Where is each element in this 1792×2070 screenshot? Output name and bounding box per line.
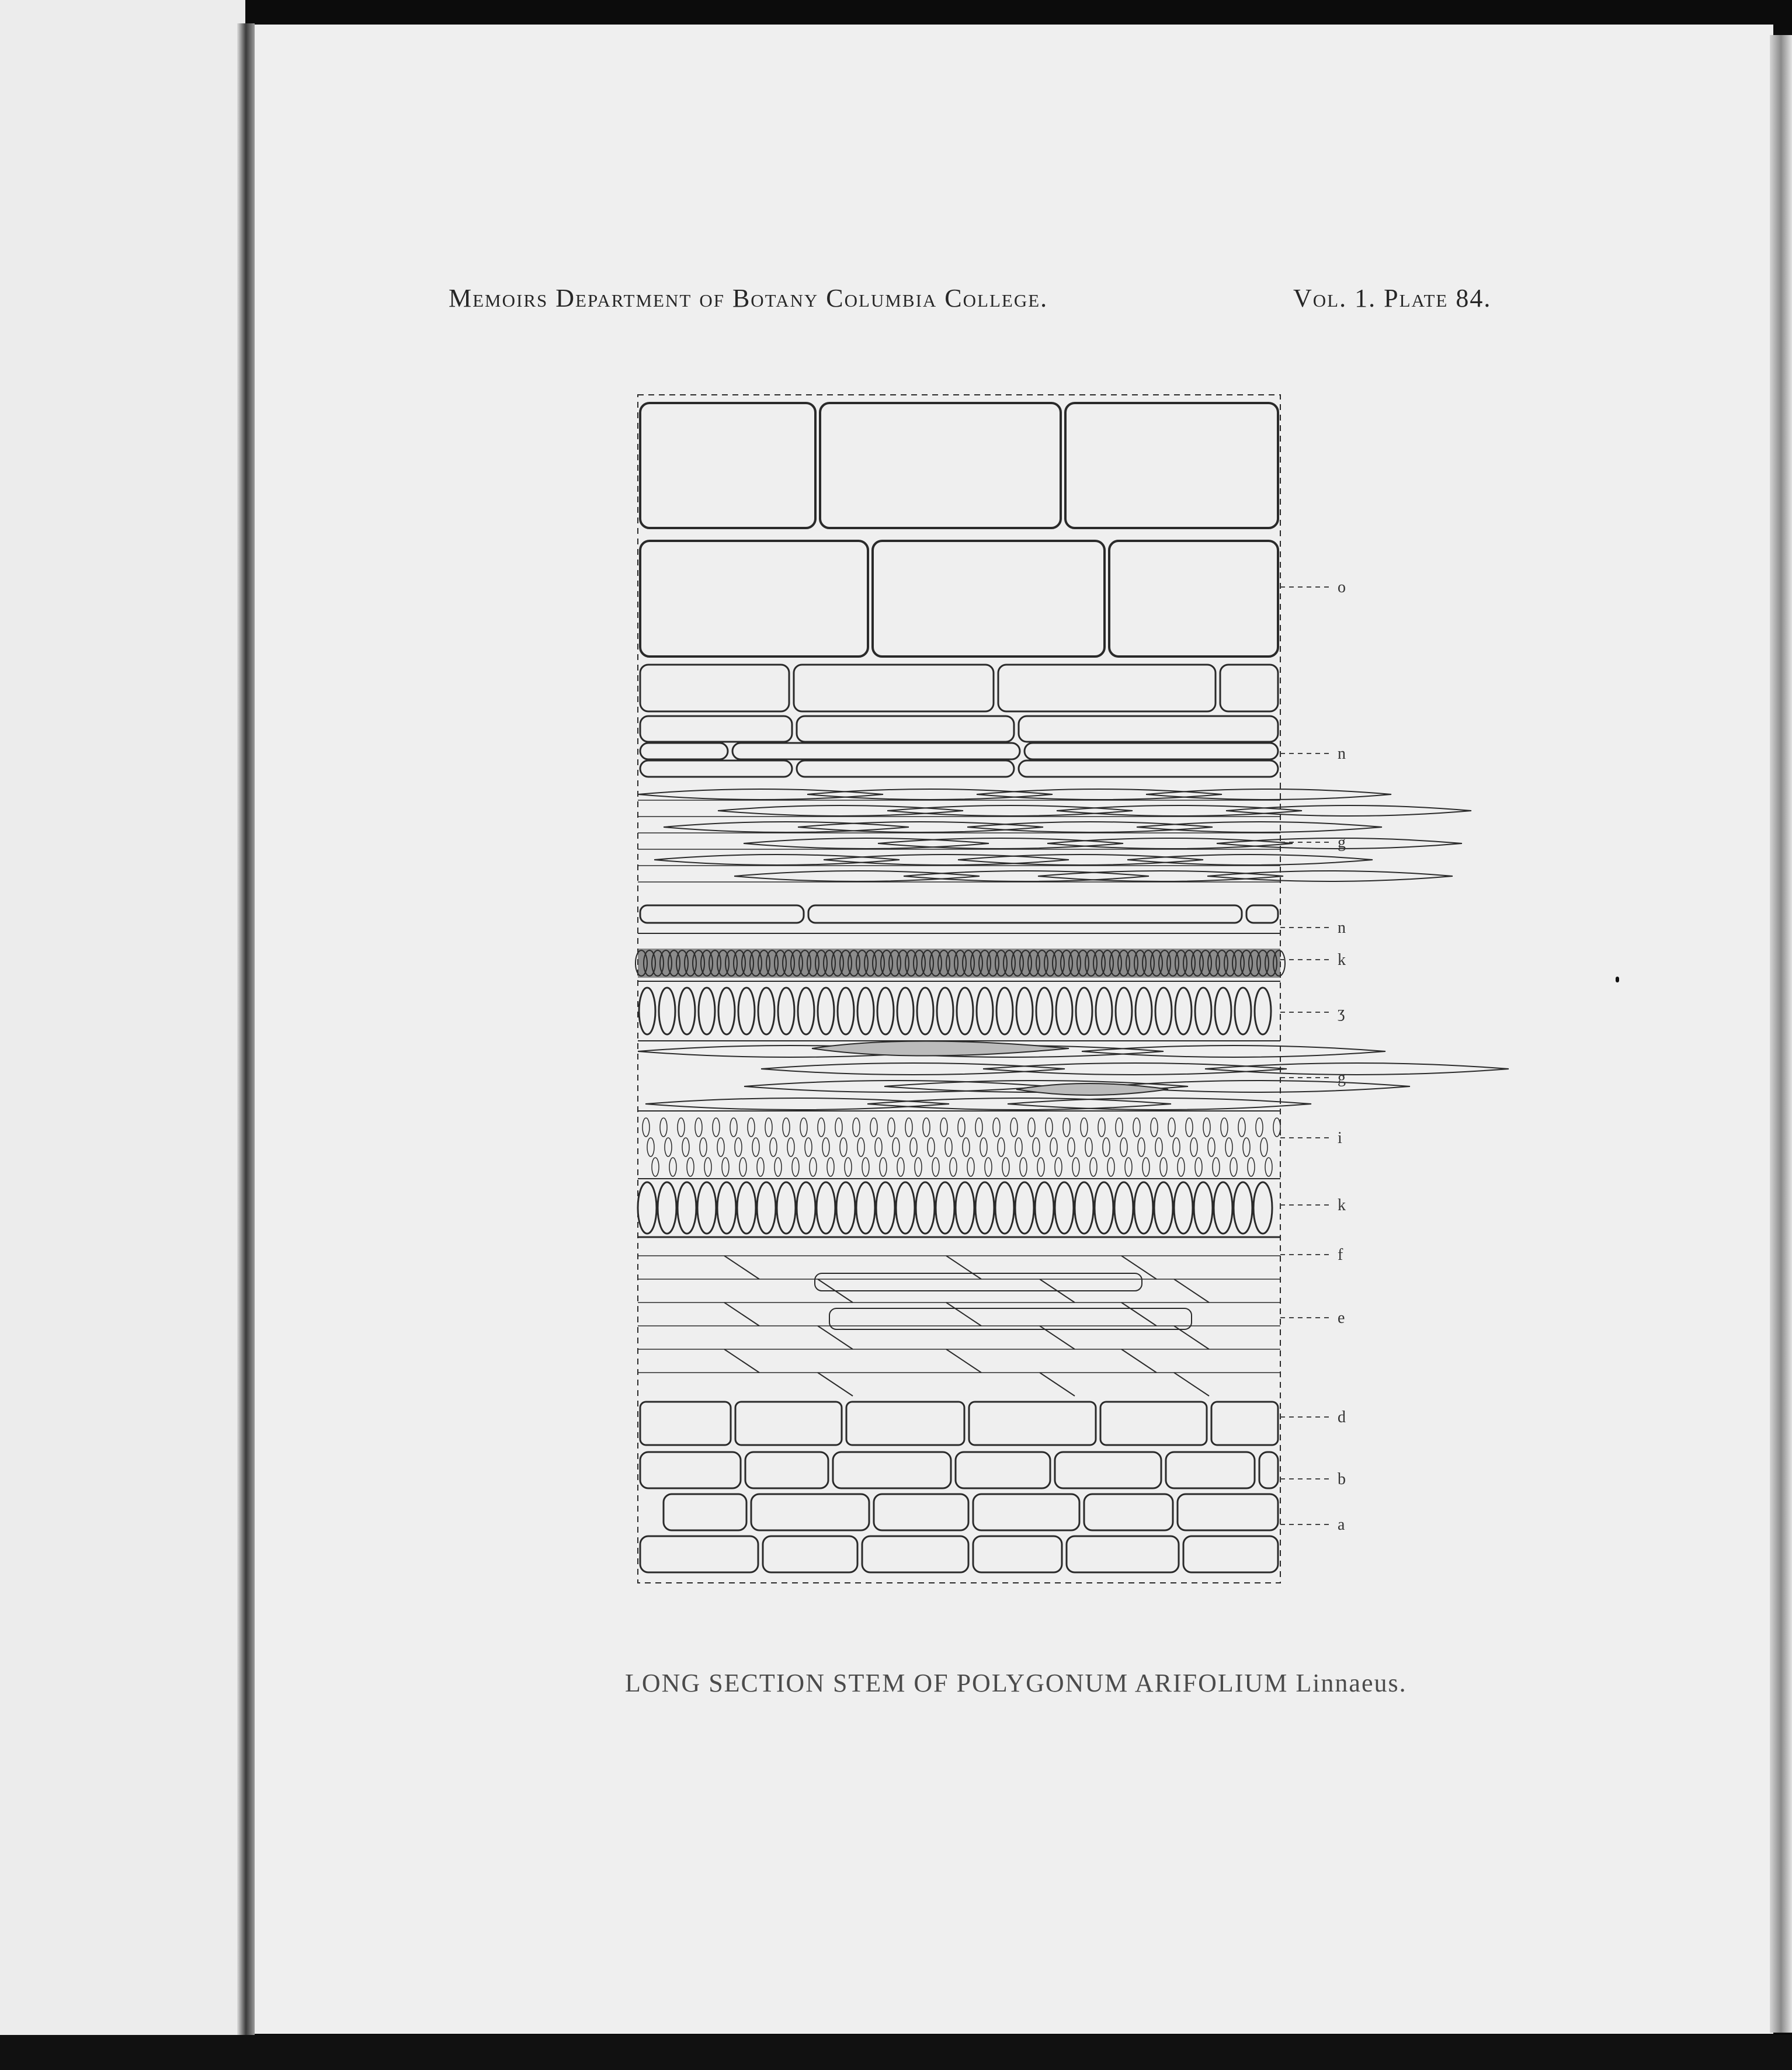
pit [1103, 1138, 1110, 1156]
fiber [878, 838, 1123, 849]
fiber [1205, 1063, 1509, 1075]
cell [1055, 1452, 1161, 1488]
spiral-coil [798, 988, 814, 1034]
cell [873, 541, 1105, 657]
cell [763, 1536, 857, 1572]
pit [1190, 1138, 1197, 1156]
cell-end [1121, 1303, 1157, 1326]
pit [967, 1158, 974, 1176]
spiral-coil [717, 1182, 736, 1234]
spiral-coil [1195, 988, 1211, 1034]
pit [1138, 1138, 1145, 1156]
spiral-coil [1155, 988, 1172, 1034]
pit [787, 1138, 794, 1156]
spiral-coil [876, 1182, 895, 1234]
cell-end [818, 1373, 853, 1396]
fiber [744, 838, 989, 849]
cell [820, 403, 1061, 528]
pit [1002, 1158, 1009, 1176]
fiber [654, 855, 900, 865]
pit [665, 1138, 672, 1156]
tissue-label: k [1338, 1196, 1346, 1214]
pit [1142, 1158, 1149, 1176]
pit [1028, 1118, 1035, 1137]
cell [1065, 403, 1278, 528]
fiber [1137, 822, 1382, 832]
spiral-coil [638, 1182, 657, 1234]
cell [1166, 1452, 1255, 1488]
fiber [967, 822, 1213, 832]
spiral-coil [1234, 1182, 1252, 1234]
tissue-label: f [1338, 1246, 1343, 1264]
spiral-coil [679, 988, 695, 1034]
spiral-coil [1114, 1182, 1133, 1234]
plate-frame [638, 395, 1280, 1583]
pit [765, 1118, 772, 1137]
fiber [824, 855, 1069, 865]
spiral-coil [1134, 1182, 1153, 1234]
spiral-coil [1015, 1182, 1034, 1234]
pit [862, 1158, 869, 1176]
cell [1220, 665, 1278, 711]
cell [751, 1494, 869, 1530]
cell-end [946, 1303, 981, 1326]
pit [805, 1138, 812, 1156]
spiral-coil [1076, 988, 1092, 1034]
pit [643, 1118, 650, 1137]
pit [1203, 1118, 1210, 1137]
cell [833, 1452, 951, 1488]
spiral-coil [838, 988, 854, 1034]
pit [1037, 1158, 1044, 1176]
pit [975, 1118, 982, 1137]
pit [845, 1158, 852, 1176]
cell-end [1040, 1373, 1075, 1396]
spiral-coil [639, 988, 655, 1034]
pit [1133, 1118, 1140, 1137]
fiber [983, 1063, 1287, 1075]
spiral-coil [856, 1182, 875, 1234]
fiber [638, 789, 883, 800]
fiber [1146, 789, 1391, 800]
fiber [664, 822, 909, 832]
pit [730, 1118, 737, 1137]
cell [1259, 1452, 1278, 1488]
spiral-coil [659, 988, 675, 1034]
cell [815, 1273, 1142, 1291]
pit [888, 1118, 895, 1137]
fiber [718, 805, 963, 816]
pit [713, 1118, 720, 1137]
spiral-coil [1194, 1182, 1213, 1234]
tissue-label: o [1338, 578, 1346, 596]
pit [1225, 1138, 1232, 1156]
pit [735, 1138, 742, 1156]
cell [956, 1452, 1050, 1488]
pit [800, 1118, 807, 1137]
pit [880, 1158, 887, 1176]
fiber [977, 789, 1222, 800]
spiral-coil [836, 1182, 855, 1234]
tissue-label: g [1338, 833, 1346, 852]
spiral-coil [758, 988, 775, 1034]
pit [1178, 1158, 1185, 1176]
pit [1221, 1118, 1228, 1137]
spiral-coil [817, 1182, 835, 1234]
pit [1238, 1118, 1245, 1137]
spiral-coil [1016, 988, 1033, 1034]
pit [1098, 1118, 1105, 1137]
cell-end [1174, 1373, 1209, 1396]
cell [1019, 716, 1278, 742]
pit [700, 1138, 707, 1156]
pit [1208, 1138, 1215, 1156]
pit [1085, 1138, 1092, 1156]
cell-end [1174, 1279, 1209, 1303]
pit [1160, 1158, 1167, 1176]
spiral-coil [1235, 988, 1251, 1034]
pit [1151, 1118, 1158, 1137]
cell [640, 1536, 758, 1572]
spiral-coil [757, 1182, 776, 1234]
spiral-coil [1055, 1182, 1074, 1234]
fiber [958, 855, 1203, 865]
cell [732, 743, 1020, 759]
pit [923, 1118, 930, 1137]
spiral-coil [658, 1182, 676, 1234]
pit [704, 1158, 711, 1176]
pit [985, 1158, 992, 1176]
cell [1109, 541, 1278, 657]
spiral-coil [778, 988, 794, 1034]
fiber [1127, 855, 1373, 865]
cell-end [946, 1256, 981, 1279]
pit [1168, 1118, 1175, 1137]
pit [958, 1118, 965, 1137]
pit [853, 1118, 860, 1137]
pit [770, 1138, 777, 1156]
pit [1081, 1118, 1088, 1137]
cell-end [1121, 1256, 1157, 1279]
pit [1068, 1138, 1075, 1156]
cell [797, 716, 1014, 742]
fiber [744, 1081, 1048, 1092]
spiral-coil [1116, 988, 1132, 1034]
pit [1116, 1118, 1123, 1137]
spiral-coil [1036, 988, 1053, 1034]
cell [969, 1402, 1096, 1445]
cell [640, 743, 728, 759]
cell [640, 1452, 741, 1488]
fiber [645, 1098, 949, 1110]
pit [897, 1158, 904, 1176]
spiral-coil [818, 988, 834, 1034]
pit [857, 1138, 864, 1156]
fiber [904, 871, 1149, 881]
cell [862, 1536, 968, 1572]
tissue-label: a [1338, 1516, 1345, 1534]
pit [1063, 1118, 1070, 1137]
cell [797, 760, 1014, 777]
pit [1033, 1138, 1040, 1156]
spiral-coil [996, 988, 1013, 1034]
pit [1273, 1118, 1280, 1137]
pit [1046, 1118, 1053, 1137]
spiral-coil [1096, 988, 1112, 1034]
cell [1246, 905, 1278, 923]
spiral-coil [957, 988, 973, 1034]
pit [993, 1118, 1000, 1137]
pit [1015, 1138, 1022, 1156]
pit [998, 1138, 1005, 1156]
cell [846, 1402, 964, 1445]
pit [1213, 1158, 1220, 1176]
spiral-coil [678, 1182, 696, 1234]
pit [963, 1138, 970, 1156]
cell [640, 541, 868, 657]
pit [827, 1158, 834, 1176]
pit [940, 1118, 947, 1137]
pit [792, 1158, 799, 1176]
pit [1186, 1118, 1193, 1137]
spiral-coil [877, 988, 894, 1034]
pit [980, 1138, 987, 1156]
spiral-coil [777, 1182, 796, 1234]
spiral-coil [797, 1182, 815, 1234]
stem-section-illustration [635, 395, 1509, 1583]
pit [1256, 1118, 1263, 1137]
spiral-coil [1175, 988, 1192, 1034]
tissue-label: i [1338, 1129, 1342, 1147]
pit [905, 1118, 912, 1137]
fiber [1082, 1046, 1385, 1057]
pit [950, 1158, 957, 1176]
spiral-coil [1056, 988, 1072, 1034]
spiral-coil [1154, 1182, 1173, 1234]
pit [1010, 1118, 1017, 1137]
cell [794, 665, 994, 711]
cell [640, 665, 789, 711]
cell [1178, 1494, 1278, 1530]
cell [1084, 1494, 1173, 1530]
pit [1050, 1138, 1057, 1156]
pit [835, 1118, 842, 1137]
cell [664, 1494, 746, 1530]
pit [1155, 1138, 1162, 1156]
pit [660, 1118, 667, 1137]
spiral-coil [975, 1182, 994, 1234]
pit [757, 1158, 764, 1176]
cell-end [724, 1256, 759, 1279]
pit [870, 1118, 877, 1137]
fiber [1038, 871, 1283, 881]
pit [678, 1118, 685, 1137]
spiral-coil [917, 988, 933, 1034]
pit [1125, 1158, 1132, 1176]
spiral-coil [956, 1182, 974, 1234]
spiral-coil [937, 988, 953, 1034]
spiral-coil [1075, 1182, 1093, 1234]
pit [695, 1118, 702, 1137]
plate-number: Vol. 1. Plate 84. [1293, 284, 1492, 312]
cell [973, 1494, 1079, 1530]
journal-header: Memoirs Department of Botany Columbia College. [449, 284, 1048, 312]
pit [1248, 1158, 1255, 1176]
cell [1067, 1536, 1179, 1572]
tissue-label: k [1338, 951, 1346, 969]
pit [910, 1138, 917, 1156]
tissue-label: g [1338, 1069, 1346, 1087]
tissue-label: n [1338, 919, 1346, 937]
pit [1260, 1138, 1267, 1156]
fiber [807, 789, 1053, 800]
cell [745, 1452, 828, 1488]
spiral-coil [1253, 1182, 1272, 1234]
pit [1265, 1158, 1272, 1176]
pit [945, 1138, 952, 1156]
cell-end [946, 1349, 981, 1373]
tissue-label: n [1338, 745, 1346, 763]
cell [640, 716, 792, 742]
pit [840, 1138, 847, 1156]
pit [783, 1118, 790, 1137]
pit [752, 1138, 759, 1156]
cell [998, 665, 1215, 711]
pit [875, 1138, 882, 1156]
pit [1243, 1138, 1250, 1156]
pit [1020, 1158, 1027, 1176]
plate-caption: LONG SECTION STEM OF POLYGONUM ARIFOLIUM Linnaeus. [625, 1669, 1407, 1697]
spiral-coil [697, 1182, 716, 1234]
pit [892, 1138, 900, 1156]
cell [1025, 743, 1278, 759]
fiber [761, 1063, 1065, 1075]
tissue-label: e [1338, 1309, 1345, 1327]
pit [1090, 1158, 1097, 1176]
cell [874, 1494, 968, 1530]
spiral-coil [857, 988, 874, 1034]
cell [640, 1402, 731, 1445]
cell [640, 403, 815, 528]
fiber [734, 871, 980, 881]
cell [808, 905, 1242, 923]
pitted-vessel [812, 1041, 1069, 1056]
fiber [798, 822, 1043, 832]
spiral-coil [896, 1182, 915, 1234]
pit [775, 1158, 782, 1176]
spiral-coil [916, 1182, 935, 1234]
pit [1072, 1158, 1079, 1176]
pit [687, 1158, 694, 1176]
pit [717, 1138, 724, 1156]
spiral-coil [718, 988, 735, 1034]
spiral-coil [936, 1182, 954, 1234]
fiber [867, 1098, 1171, 1110]
spiral-coil [1095, 1182, 1113, 1234]
spiral-coil [699, 988, 715, 1034]
fiber [1057, 805, 1302, 816]
pit [1173, 1138, 1180, 1156]
cell [735, 1402, 842, 1445]
cell [1211, 1402, 1278, 1445]
pit [739, 1158, 746, 1176]
pit [1230, 1158, 1237, 1176]
fiber [1207, 871, 1453, 881]
cell [1100, 1402, 1207, 1445]
spiral-coil [737, 1182, 756, 1234]
spiral-coil [1215, 988, 1231, 1034]
pit [669, 1158, 676, 1176]
pit [1195, 1158, 1202, 1176]
spiral-coil [1214, 1182, 1232, 1234]
spiral-coil [1174, 1182, 1193, 1234]
spiral-coil [1035, 1182, 1054, 1234]
fiber [887, 805, 1133, 816]
cell [973, 1536, 1062, 1572]
spiral-coil [738, 988, 755, 1034]
cell-end [724, 1303, 759, 1326]
pit [810, 1158, 817, 1176]
pit [932, 1158, 939, 1176]
pit [748, 1118, 755, 1137]
cell [1183, 1536, 1278, 1572]
pit [722, 1158, 729, 1176]
pit [652, 1158, 659, 1176]
cell [640, 905, 804, 923]
pit [1055, 1158, 1062, 1176]
pit [1120, 1138, 1127, 1156]
fiber [1226, 805, 1471, 816]
tissue-label: d [1338, 1408, 1346, 1426]
fiber [1047, 838, 1293, 849]
cell-end [724, 1349, 759, 1373]
pit [647, 1138, 654, 1156]
spiral-coil [1255, 988, 1271, 1034]
spiral-coil [995, 1182, 1014, 1234]
spiral-coil [1135, 988, 1152, 1034]
spiral-coil [897, 988, 914, 1034]
pit [928, 1138, 935, 1156]
cell [1019, 760, 1278, 777]
cell [640, 760, 792, 777]
tissue-label: ʒ [1338, 1003, 1345, 1022]
pit [818, 1118, 825, 1137]
fiber [1008, 1098, 1311, 1110]
pit [822, 1138, 829, 1156]
spiral-coil [977, 988, 993, 1034]
pit [1107, 1158, 1114, 1176]
tissue-label: b [1338, 1470, 1346, 1488]
pit [682, 1138, 689, 1156]
pit [915, 1158, 922, 1176]
cell-end [1121, 1349, 1157, 1373]
